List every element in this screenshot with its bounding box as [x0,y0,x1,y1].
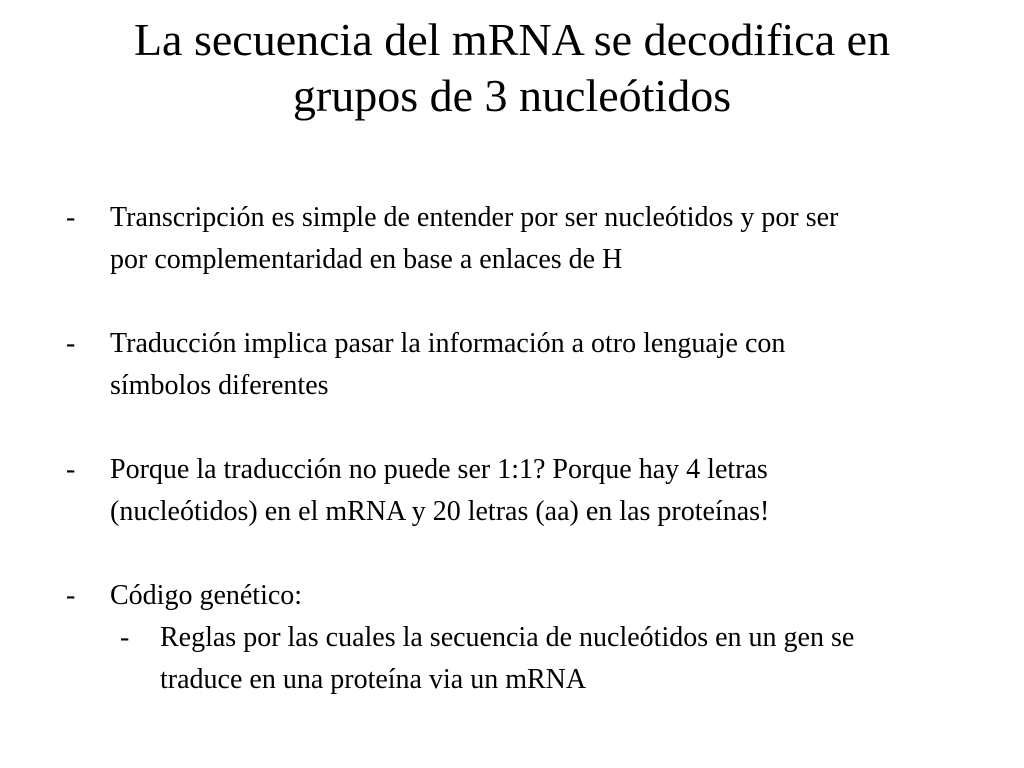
bullet-line: Transcripción es simple de entender por ser nucleótidos y por ser [110,202,839,233]
bullet-line: por complementaridad en base a enlaces de H [110,244,623,275]
title-line-2: grupos de 3 nucleótidos [292,70,732,121]
bullet-line: símbolos diferentes [110,370,329,401]
bullet-dash: - [66,580,76,611]
bullet-translation [66,323,1011,407]
bullet-text [110,197,1011,281]
bullet-transcription [66,197,1011,281]
bullet-text [110,575,1011,617]
bullet-line: Porque la traducción no puede ser 1:1? Porque hay 4 letras [110,454,768,485]
bullet-dash: - [66,202,76,233]
sub-bullet-text [160,617,1011,701]
bullet-text [110,323,1011,407]
bullet-dash: - [66,328,76,359]
bullet-list [66,197,1011,701]
bullet-line: Código genético: [110,580,303,611]
bullet-genetic-code [66,575,1011,701]
bullet-line: (nucleótidos) en el mRNA y 20 letras (aa) en las proteínas! [110,496,770,527]
bullet-text [110,449,1011,533]
sub-bullet-rules [110,617,1011,701]
sub-bullet-list [110,617,1011,701]
bullet-line: Traducción implica pasar la información a otro lenguaje con [110,328,786,359]
sub-bullet-line: Reglas por las cuales la secuencia de nucleótidos en un gen se [160,622,855,653]
bullet-dash: - [66,454,76,485]
slide-title [40,12,984,124]
bullet-question [66,449,1011,533]
sub-bullet-line: traduce en una proteína via un mRNA [160,664,587,695]
sub-bullet-dash: - [120,622,130,653]
title-line-1: La secuencia del mRNA se decodifica en [133,14,891,65]
